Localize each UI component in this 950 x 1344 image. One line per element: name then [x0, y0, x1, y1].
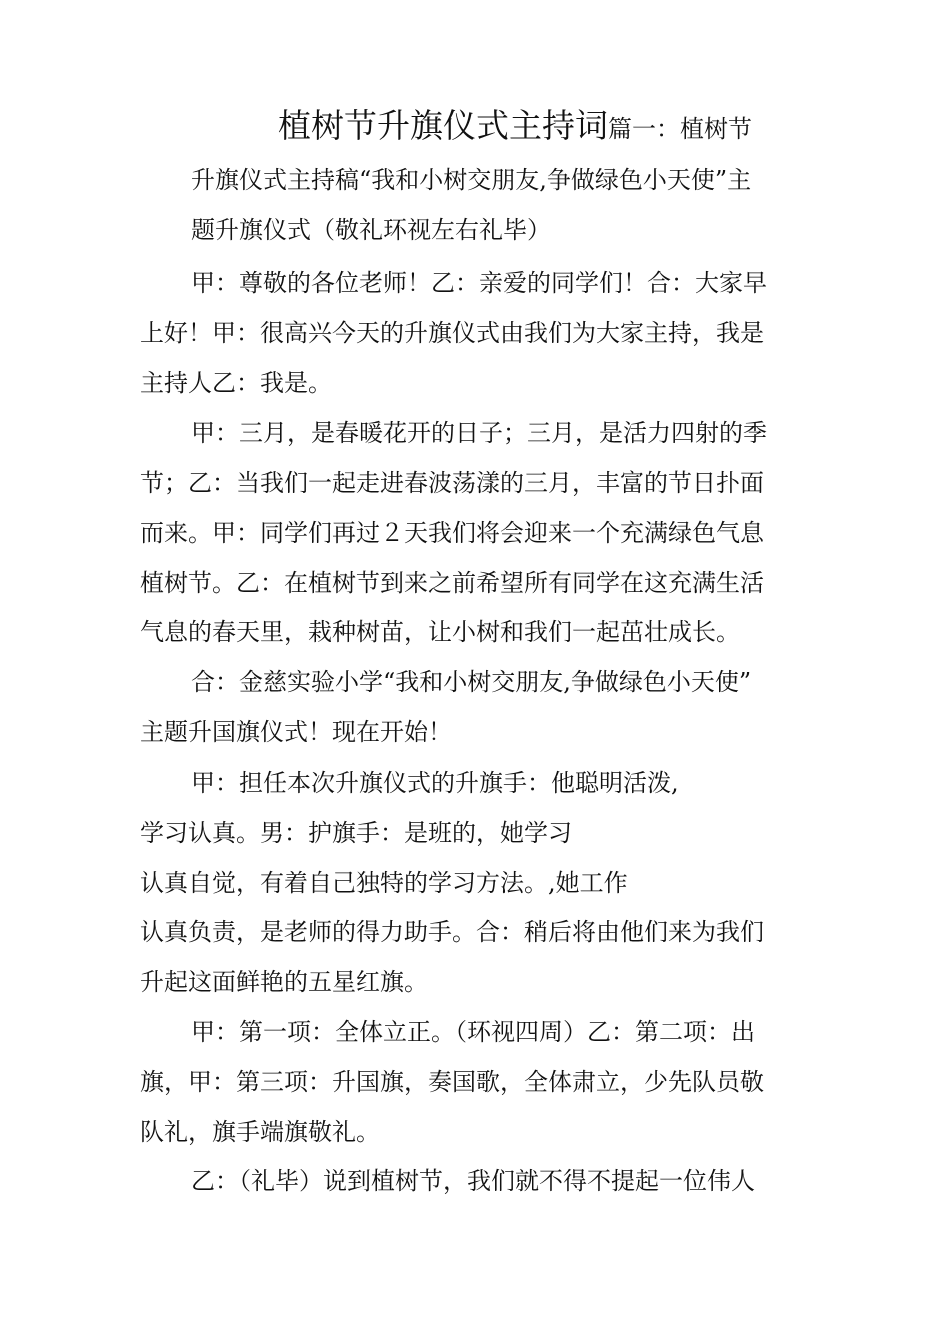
text-line: 认真负责，是老师的得力助手。合：稍后将由他们来为我们 [140, 918, 764, 946]
text-line: 乙：（礼毕）说到植树节，我们就不得不提起一位伟人 [191, 1167, 755, 1195]
text-line: 认真自觉，有着自己独特的学习方法。,她工作 [140, 869, 628, 897]
text-line: 题升旗仪式（敬礼环视左右礼毕） [191, 216, 551, 244]
text-line: 旗，甲：第三项：升国旗，奏国歌，全体肃立，少先队员敬 [140, 1068, 764, 1096]
text-line: 队礼，旗手端旗敬礼。 [140, 1118, 380, 1146]
title-row [278, 105, 752, 150]
text-line: 主持人乙：我是。 [140, 369, 332, 397]
text-line: 学习认真。男：护旗手：是班的，她学习 [140, 819, 572, 847]
text-line: 甲：担任本次升旗仪式的升旗手：他聪明活泼, [191, 769, 679, 797]
text-line: 节；乙：当我们一起走进春波荡漾的三月，丰富的节日扑面 [140, 469, 764, 497]
document-title: 植树节升旗仪式主持词 [278, 106, 608, 145]
text-line: 气息的春天里，栽种树苗，让小树和我们一起茁壮成长。 [140, 618, 740, 646]
text-line: 上好！甲：很高兴今天的升旗仪式由我们为大家主持，我是 [140, 319, 764, 347]
text-line: 合：金慈实验小学“我和小树交朋友,争做绿色小天使” [191, 668, 752, 696]
text-line: 升旗仪式主持稿“我和小树交朋友,争做绿色小天使”主 [191, 166, 752, 194]
text-line: 植树节。乙：在植树节到来之前希望所有同学在这充满生活 [140, 569, 764, 597]
document-subtitle: 篇一：植树节 [608, 115, 752, 143]
text-line: 升起这面鲜艳的五星红旗。 [140, 968, 428, 996]
text-line: 而来。甲：同学们再过２天我们将会迎来一个充满绿色气息 [140, 519, 764, 547]
text-line: 甲：三月，是春暖花开的日子；三月，是活力四射的季 [191, 419, 767, 447]
text-line: 甲：第一项：全体立正。（环视四周）乙：第二项：出 [191, 1018, 755, 1046]
text-line: 主题升国旗仪式！现在开始！ [140, 718, 452, 746]
text-line: 甲：尊敬的各位老师！乙：亲爱的同学们！合：大家早 [191, 269, 767, 297]
